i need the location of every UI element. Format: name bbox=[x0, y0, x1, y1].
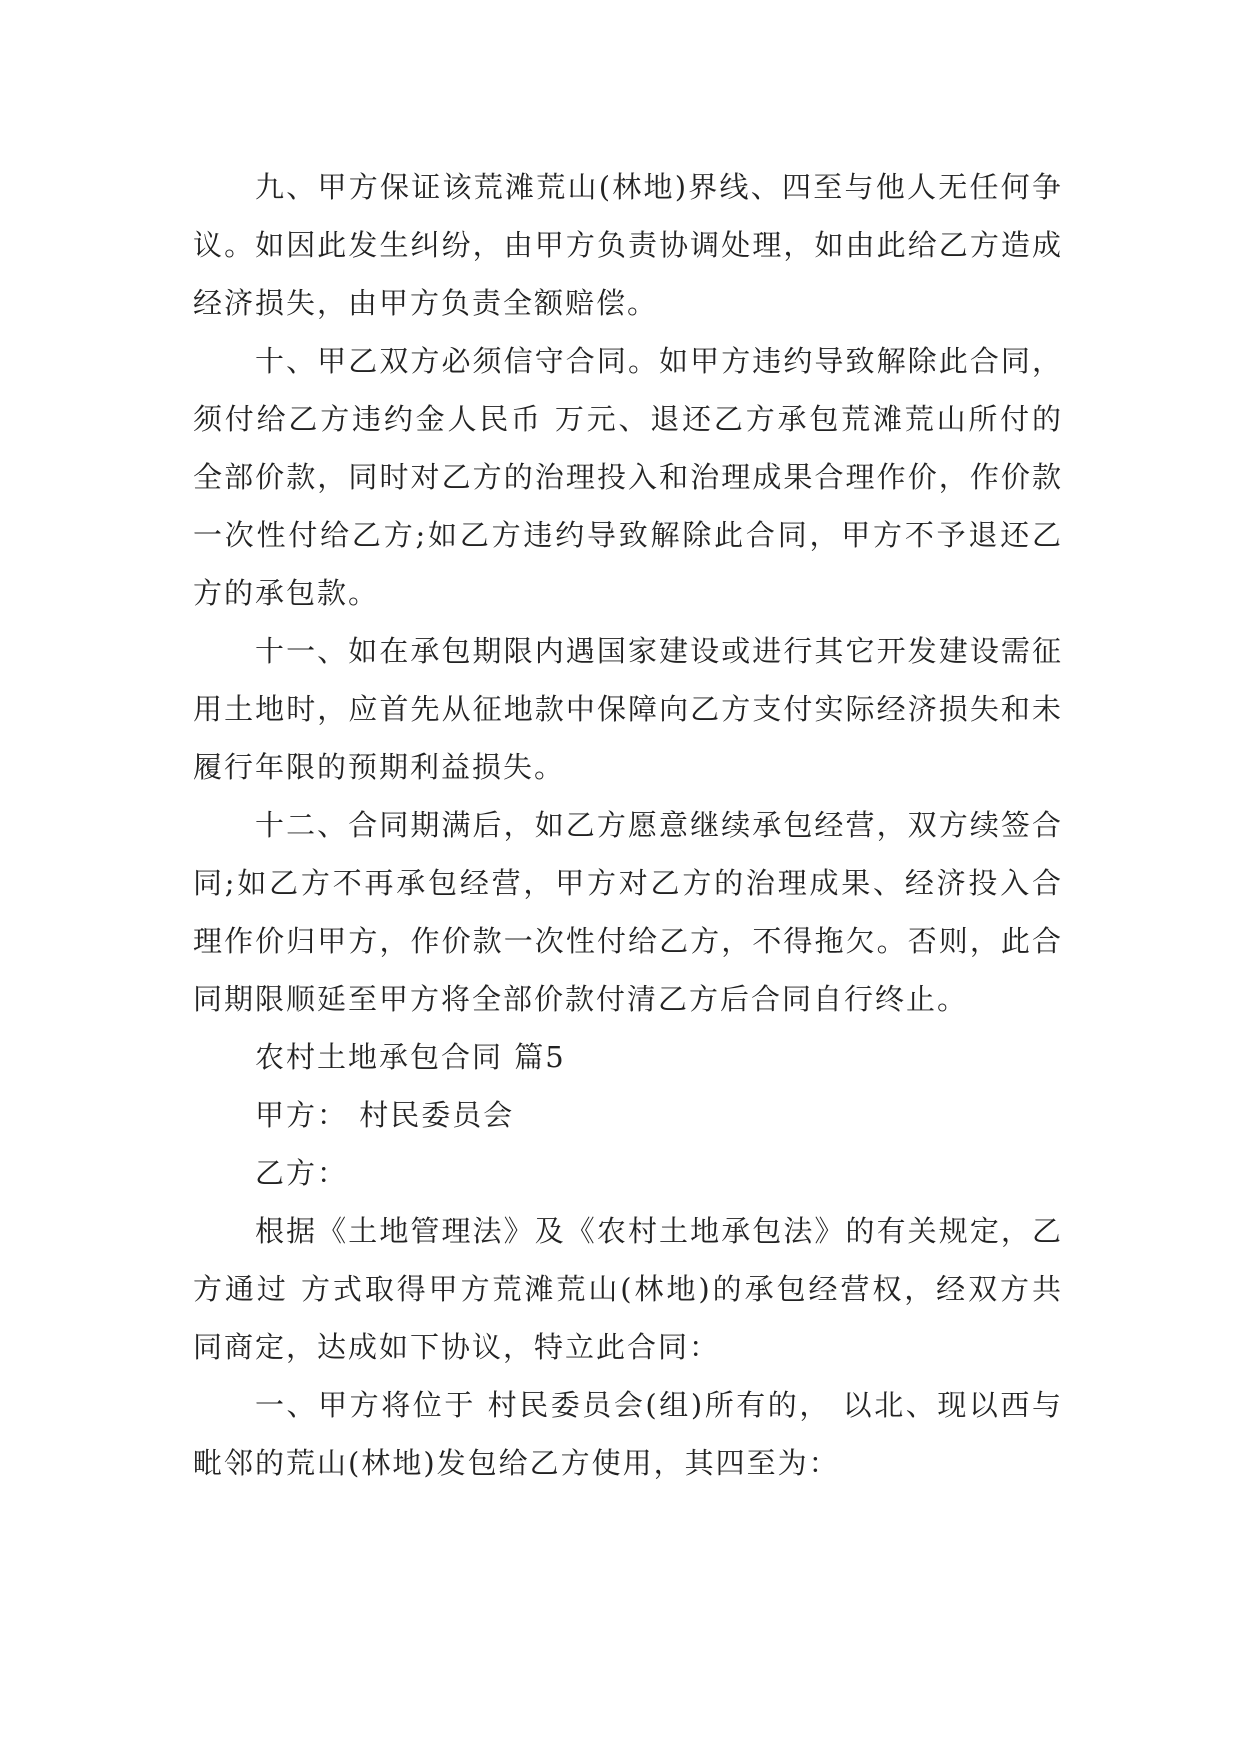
contract-section-heading: 农村土地承包合同 篇5 bbox=[255, 1040, 566, 1074]
clause-10-paragraph: 十、甲乙双方必须信守合同。如甲方违约导致解除此合同，须付给乙方违约金人民币 万元、退还乙方承包荒滩荒山所付的全部价款，同时对乙方的治理投入和治理成果合理作价，作价款一次性付给乙方;如乙方违约导致解除此合同，甲方不予退还乙方的承包款。 bbox=[193, 344, 1063, 610]
party-b-line: 乙方： bbox=[255, 1156, 349, 1190]
document-body bbox=[193, 158, 1063, 1492]
party-a-line: 甲方： 村民委员会 bbox=[255, 1098, 515, 1132]
clause-11-paragraph: 十一、如在承包期限内遇国家建设或进行其它开发建设需征用土地时，应首先从征地款中保障向乙方支付实际经济损失和未履行年限的预期利益损失。 bbox=[193, 634, 1063, 784]
clause-12-paragraph: 十二、合同期满后，如乙方愿意继续承包经营，双方续签合同;如乙方不再承包经营，甲方对乙方的治理成果、经济投入合理作价归甲方，作价款一次性付给乙方，不得拖欠。否则，此合同期限顺延至甲方将全部价款付清乙方后合同自行终止。 bbox=[193, 808, 1063, 1016]
preamble-paragraph: 根据《土地管理法》及《农村土地承包法》的有关规定，乙方通过 方式取得甲方荒滩荒山(林地)的承包经营权，经双方共同商定，达成如下协议，特立此合同： bbox=[193, 1214, 1063, 1364]
clause-9-paragraph: 九、甲方保证该荒滩荒山(林地)界线、四至与他人无任何争议。如因此发生纠纷，由甲方负责协调处理，如由此给乙方造成经济损失，由甲方负责全额赔偿。 bbox=[193, 170, 1063, 320]
clause-1-paragraph: 一、甲方将位于 村民委员会(组)所有的， 以北、现以西与 毗邻的荒山(林地)发包给乙方使用，其四至为： bbox=[193, 1388, 1063, 1480]
